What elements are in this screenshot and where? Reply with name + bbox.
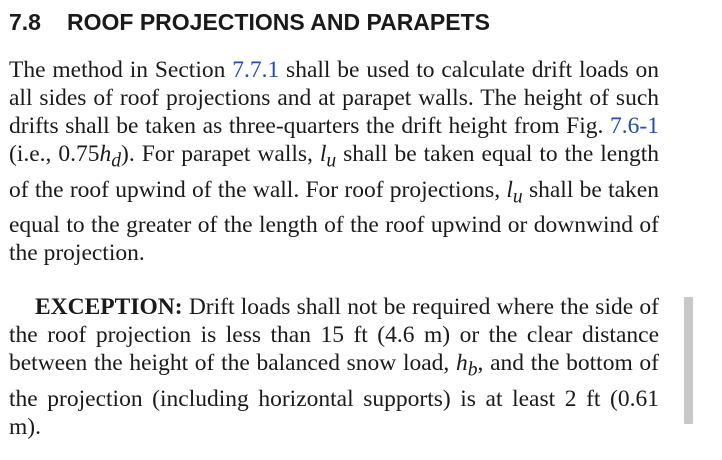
text-run: (i.e., 0.75 xyxy=(9,141,100,167)
subscript-d: d xyxy=(111,150,122,172)
subscript-u: u xyxy=(512,186,523,208)
text-run: shall be used to calculate drift loads on all sides of roof projections and at parapet walls. The height of such drifts shall be taken as three-quarters the drift height from Fig. xyxy=(9,57,659,139)
text-run: , and the bottom of the projection (including horizontal supports) is at least 2 ft (0.61 m). xyxy=(9,350,659,440)
variable-h: h xyxy=(456,350,468,376)
figure-link-7-6-1[interactable]: 7.6-1 xyxy=(610,113,659,139)
scrollbar-thumb[interactable] xyxy=(684,297,693,424)
text-run: shall be taken equal to the length of the roof upwind of the wall. For roof projections, xyxy=(9,141,659,203)
text-run: Drift loads shall not be required where the side of the roof projection is less than 15 ft (4.6 m) or the clear distance between the height of the balanced snow load, xyxy=(9,294,659,376)
text-run: ). For parapet walls, xyxy=(121,141,320,167)
variable-l: l xyxy=(319,141,327,167)
text-run: shall be taken equal to the greater of the length of the roof upwind or downwind of the projection. xyxy=(9,176,659,267)
section-heading xyxy=(9,8,490,36)
paragraph-exception xyxy=(9,293,659,441)
subscript-b: b xyxy=(467,359,478,381)
section-number: 7.8 xyxy=(9,9,41,35)
section-link-7-7-1[interactable]: 7.7.1 xyxy=(232,57,280,83)
subscript-u: u xyxy=(326,150,337,172)
section-title: ROOF PROJECTIONS AND PARAPETS xyxy=(67,9,490,35)
variable-l: l xyxy=(506,176,513,203)
exception-label: EXCEPTION: xyxy=(35,294,183,320)
paragraph-method xyxy=(9,56,659,267)
text-run: The method in Section xyxy=(9,57,233,83)
variable-h: h xyxy=(99,141,112,167)
